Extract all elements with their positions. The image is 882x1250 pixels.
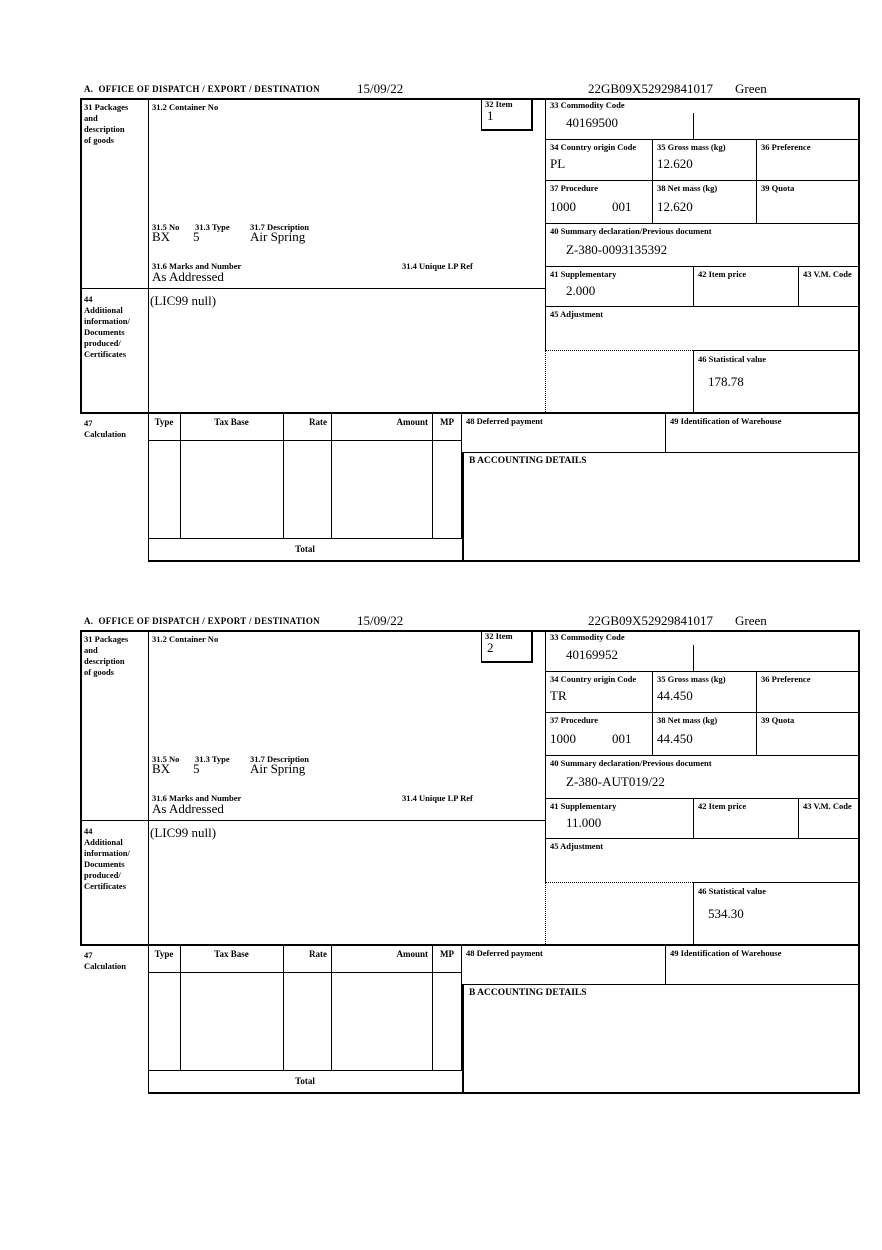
- procedure-label: 37 Procedure: [550, 183, 599, 193]
- commodity-code-label: 33 Commodity Code: [550, 100, 625, 110]
- box-33-commodity-code: [545, 98, 858, 140]
- box-36-preference: [756, 140, 858, 181]
- divider-line: [80, 820, 546, 821]
- supplementary-label: 41 Supplementary: [550, 269, 617, 279]
- marks-and-number-value: As Addressed: [152, 269, 224, 284]
- commodity-code-subdivider: [693, 113, 694, 139]
- net-mass-value: 44.450: [657, 731, 693, 746]
- procedure-value: 1000: [550, 731, 576, 746]
- country-origin-label: 34 Country origin Code: [550, 674, 637, 684]
- box-42-item-price: [693, 267, 798, 307]
- gross-mass-value: 12.620: [657, 156, 693, 171]
- warehouse-label: 49 Identification of Warehouse: [670, 948, 782, 958]
- summary-declaration-value: Z-380-AUT019/22: [566, 774, 665, 789]
- box-32-item: [481, 630, 533, 663]
- container-no-label: 31.2 Container No: [152, 102, 219, 112]
- column-divider: [180, 414, 181, 538]
- box-31-packages-label: 31 Packages and description of goods: [84, 634, 129, 677]
- box-38-net-mass: [652, 713, 756, 756]
- unique-lp-ref-label: 31.4 Unique LP Ref: [402, 261, 473, 271]
- procedure-value: 1000: [550, 199, 576, 214]
- office-of-dispatch-header: A. OFFICE OF DISPATCH / EXPORT / DESTINATION: [84, 616, 320, 626]
- box-43-vm-code: [798, 267, 858, 307]
- border-line-bottom: [148, 1092, 860, 1094]
- item-label: 32 Item: [485, 99, 513, 109]
- routing-indicator: Green: [735, 613, 767, 628]
- box-35-gross-mass: [652, 672, 756, 713]
- box-37-procedure: [545, 181, 652, 224]
- quota-label: 39 Quota: [761, 183, 795, 193]
- declaration-reference: 22GB09X52929841017: [588, 613, 713, 628]
- column-divider: [432, 414, 433, 538]
- item-price-label: 42 Item price: [698, 801, 747, 811]
- box-44-additional-info-label: 44 Additional information/ Documents produced/ Certificates: [84, 826, 130, 891]
- box-36-preference: [756, 672, 858, 713]
- box-38-net-mass: [652, 181, 756, 224]
- box-42-item-price: [693, 799, 798, 839]
- column-header-amount: Amount: [396, 417, 428, 427]
- border-line-left: [80, 630, 82, 946]
- header-underline: [148, 440, 462, 441]
- deferred-payment-label: 48 Deferred payment: [466, 416, 543, 426]
- net-mass-label: 38 Net mass (kg): [657, 715, 718, 725]
- statistical-value-label: 46 Statistical value: [698, 354, 766, 364]
- gross-mass-label: 35 Gross mass (kg): [657, 674, 726, 684]
- box-43-vm-code: [798, 799, 858, 839]
- warehouse-label: 49 Identification of Warehouse: [670, 416, 782, 426]
- package-type-value: 5: [193, 761, 200, 776]
- preference-label: 36 Preference: [761, 674, 811, 684]
- column-header-tax-base: Tax Base: [214, 417, 249, 427]
- additional-info-value: (LIC99 null): [150, 825, 217, 840]
- box-31-packages-label: 31 Packages and description of goods: [84, 102, 129, 145]
- item-label: 32 Item: [485, 631, 513, 641]
- calculation-total-row: Total: [148, 1070, 462, 1092]
- description-value: Air Spring: [250, 229, 306, 244]
- commodity-code-subdivider: [693, 645, 694, 671]
- box-40-summary-declaration: [545, 224, 858, 267]
- container-no-label: 31.2 Container No: [152, 634, 219, 644]
- declaration-date: 15/09/22: [357, 81, 404, 96]
- box-32-item: [481, 98, 533, 131]
- marks-and-number-label: 31.6 Marks and Number: [152, 261, 242, 271]
- box-40-summary-declaration: [545, 756, 858, 799]
- column-header-rate: Rate: [309, 949, 327, 959]
- summary-declaration-label: 40 Summary declaration/Previous document: [550, 758, 712, 768]
- additional-info-value: (LIC99 null): [150, 293, 217, 308]
- procedure-ext-value: 001: [612, 731, 632, 746]
- package-type-value: 5: [193, 229, 200, 244]
- item-price-label: 42 Item price: [698, 269, 747, 279]
- description-value: Air Spring: [250, 761, 306, 776]
- column-header-mp: MP: [440, 949, 454, 959]
- statistical-value-label: 46 Statistical value: [698, 886, 766, 896]
- package-type-label: 31.3 Type: [195, 222, 230, 232]
- column-divider: [331, 414, 332, 538]
- box-34-country-origin: [545, 140, 652, 181]
- deferred-payment-label: 48 Deferred payment: [466, 948, 543, 958]
- adjustment-label: 45 Adjustment: [550, 309, 604, 319]
- divider-line: [80, 288, 546, 289]
- box-45-adjustment: [545, 839, 858, 882]
- routing-indicator: Green: [735, 81, 767, 96]
- dotted-reserved-area: [545, 350, 693, 412]
- package-no-label: 31.5 No: [152, 222, 180, 232]
- marks-and-number-value: As Addressed: [152, 801, 224, 816]
- net-mass-value: 12.620: [657, 199, 693, 214]
- accounting-details-label: B ACCOUNTING DETAILS: [469, 988, 587, 998]
- box-47-calculation-table: [148, 946, 462, 1070]
- box-34-country-origin: [545, 672, 652, 713]
- declaration-date: 15/09/22: [357, 613, 404, 628]
- box-49-warehouse: [665, 414, 858, 453]
- supplementary-label: 41 Supplementary: [550, 801, 617, 811]
- box-35-gross-mass: [652, 140, 756, 181]
- form-grid: [80, 630, 860, 1094]
- column-header-tax-base: Tax Base: [214, 949, 249, 959]
- procedure-ext-value: 001: [612, 199, 632, 214]
- box-45-adjustment: [545, 307, 858, 350]
- column-header-mp: MP: [440, 417, 454, 427]
- vm-code-label: 43 V.M. Code: [803, 269, 852, 279]
- box-47-calculation-label: 47 Calculation: [84, 950, 127, 971]
- box-49-warehouse: [665, 946, 858, 985]
- column-header-amount: Amount: [396, 949, 428, 959]
- item-number-value: 1: [487, 108, 494, 123]
- commodity-code-value: 40169500: [566, 115, 618, 130]
- box-48-deferred-payment: [462, 414, 665, 453]
- marks-and-number-label: 31.6 Marks and Number: [152, 793, 242, 803]
- adjustment-label: 45 Adjustment: [550, 841, 604, 851]
- statistical-value-value: 534.30: [708, 906, 744, 921]
- box-39-quota: [756, 713, 858, 756]
- box-37-procedure: [545, 713, 652, 756]
- statistical-value-value: 178.78: [708, 374, 744, 389]
- box-39-quota: [756, 181, 858, 224]
- description-label: 31.7 Description: [250, 222, 310, 232]
- box-b-accounting-details: [462, 453, 858, 560]
- column-header-type: Type: [154, 417, 174, 427]
- description-label: 31.7 Description: [250, 754, 310, 764]
- package-no-value: BX: [152, 761, 171, 776]
- column-header-type: Type: [154, 949, 174, 959]
- gross-mass-label: 35 Gross mass (kg): [657, 142, 726, 152]
- package-type-label: 31.3 Type: [195, 754, 230, 764]
- border-line-right: [858, 98, 860, 562]
- box-41-supplementary: [545, 267, 693, 307]
- calculation-total-row: Total: [148, 538, 462, 560]
- summary-declaration-value: Z-380-0093135392: [566, 242, 668, 257]
- package-no-value: BX: [152, 229, 171, 244]
- box-48-deferred-payment: [462, 946, 665, 985]
- office-of-dispatch-header: A. OFFICE OF DISPATCH / EXPORT / DESTINATION: [84, 84, 320, 94]
- country-origin-value: PL: [550, 156, 566, 171]
- column-divider: [180, 946, 181, 1070]
- commodity-code-label: 33 Commodity Code: [550, 632, 625, 642]
- header-underline: [148, 972, 462, 973]
- gross-mass-value: 44.450: [657, 688, 693, 703]
- box-b-accounting-details: [462, 985, 858, 1092]
- column-divider: [432, 946, 433, 1070]
- supplementary-value: 2.000: [566, 283, 596, 298]
- declaration-item-block: [80, 612, 860, 1094]
- unique-lp-ref-label: 31.4 Unique LP Ref: [402, 793, 473, 803]
- item-number-value: 2: [487, 640, 494, 655]
- box-47-calculation-label: 47 Calculation: [84, 418, 127, 439]
- box-46-statistical-value: [693, 882, 858, 944]
- block-header: [80, 80, 860, 98]
- dotted-reserved-area: [545, 882, 693, 944]
- package-no-label: 31.5 No: [152, 754, 180, 764]
- accounting-details-label: B ACCOUNTING DETAILS: [469, 456, 587, 466]
- declaration-reference: 22GB09X52929841017: [588, 81, 713, 96]
- commodity-code-value: 40169952: [566, 647, 618, 662]
- column-header-rate: Rate: [309, 417, 327, 427]
- summary-declaration-label: 40 Summary declaration/Previous document: [550, 226, 712, 236]
- supplementary-value: 11.000: [566, 815, 602, 830]
- form-grid: [80, 98, 860, 562]
- country-origin-value: TR: [550, 688, 567, 703]
- declaration-item-block: [80, 80, 860, 562]
- procedure-label: 37 Procedure: [550, 715, 599, 725]
- box-46-statistical-value: [693, 350, 858, 412]
- vm-code-label: 43 V.M. Code: [803, 801, 852, 811]
- column-divider: [283, 414, 284, 538]
- box-41-supplementary: [545, 799, 693, 839]
- quota-label: 39 Quota: [761, 715, 795, 725]
- column-divider: [283, 946, 284, 1070]
- box-47-calculation-table: [148, 414, 462, 538]
- border-line-bottom: [148, 560, 860, 562]
- block-header: [80, 612, 860, 630]
- box-33-commodity-code: [545, 630, 858, 672]
- country-origin-label: 34 Country origin Code: [550, 142, 637, 152]
- column-divider: [331, 946, 332, 1070]
- border-line-left: [80, 98, 82, 414]
- border-line-right: [858, 630, 860, 1094]
- net-mass-label: 38 Net mass (kg): [657, 183, 718, 193]
- box-44-additional-info-label: 44 Additional information/ Documents produced/ Certificates: [84, 294, 130, 359]
- preference-label: 36 Preference: [761, 142, 811, 152]
